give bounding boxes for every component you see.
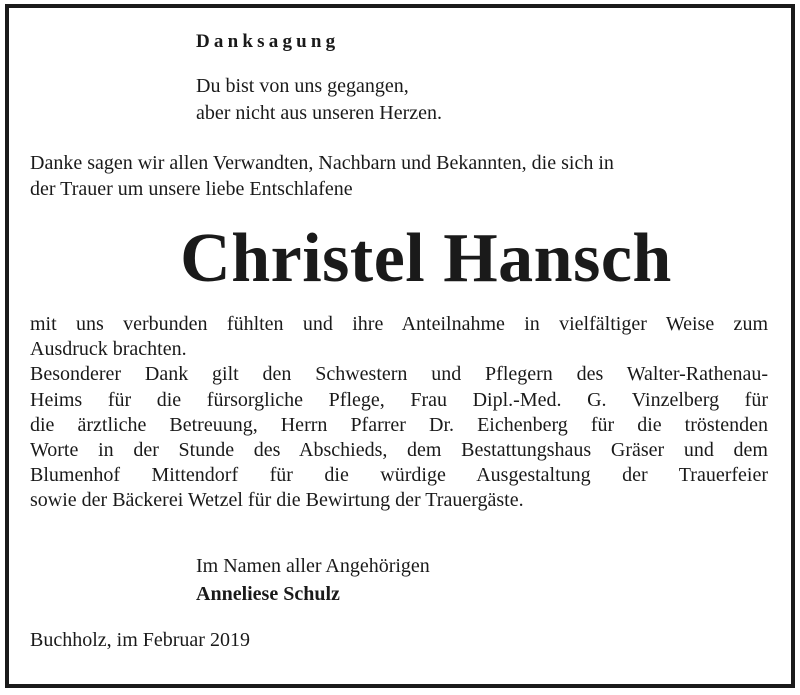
deceased-name: Christel Hansch: [180, 220, 672, 297]
notice-heading: Danksagung: [196, 31, 340, 52]
poem-line: aber nicht aus unseren Herzen.: [196, 102, 442, 124]
signature-name: Anneliese Schulz: [196, 583, 340, 605]
body-text: [30, 312, 768, 514]
place-date: Buchholz, im Februar 2019: [30, 629, 250, 651]
poem-verse: [196, 73, 442, 127]
intro-line: der Trauer um unsere liebe Entschlafene: [30, 178, 353, 200]
body-line: sowie der Bäckerei Wetzel für die Bewirtung der Trauergäste.: [30, 489, 524, 512]
signature-line: Im Namen aller Angehörigen: [196, 555, 430, 577]
body-line: Ausdruck brachten.: [30, 338, 187, 361]
body-line: Worte in der Stunde des Abschieds, dem Bestattungshaus Gräser und dem: [30, 439, 768, 462]
body-line: Besonderer Dank gilt den Schwestern und Pflegern des Walter-Rathenau-: [30, 363, 768, 386]
signature-block: [196, 552, 430, 608]
body-line: Blumenhof Mittendorf für die würdige Ausgestaltung der Trauerfeier: [30, 464, 768, 487]
body-line: Heims für die fürsorgliche Pflege, Frau Dipl.-Med. G. Vinzelberg für: [30, 388, 768, 411]
body-line: mit uns verbunden fühlten und ihre Anteilnahme in vielfältiger Weise zum: [30, 313, 768, 335]
body-line: die ärztliche Betreuung, Herrn Pfarrer Dr. Eichenberg für die tröstenden: [30, 413, 768, 436]
poem-line: Du bist von uns gegangen,: [196, 75, 409, 97]
intro-text: [30, 150, 750, 202]
intro-line: Danke sagen wir allen Verwandten, Nachbarn und Bekannten, die sich in: [30, 152, 614, 174]
